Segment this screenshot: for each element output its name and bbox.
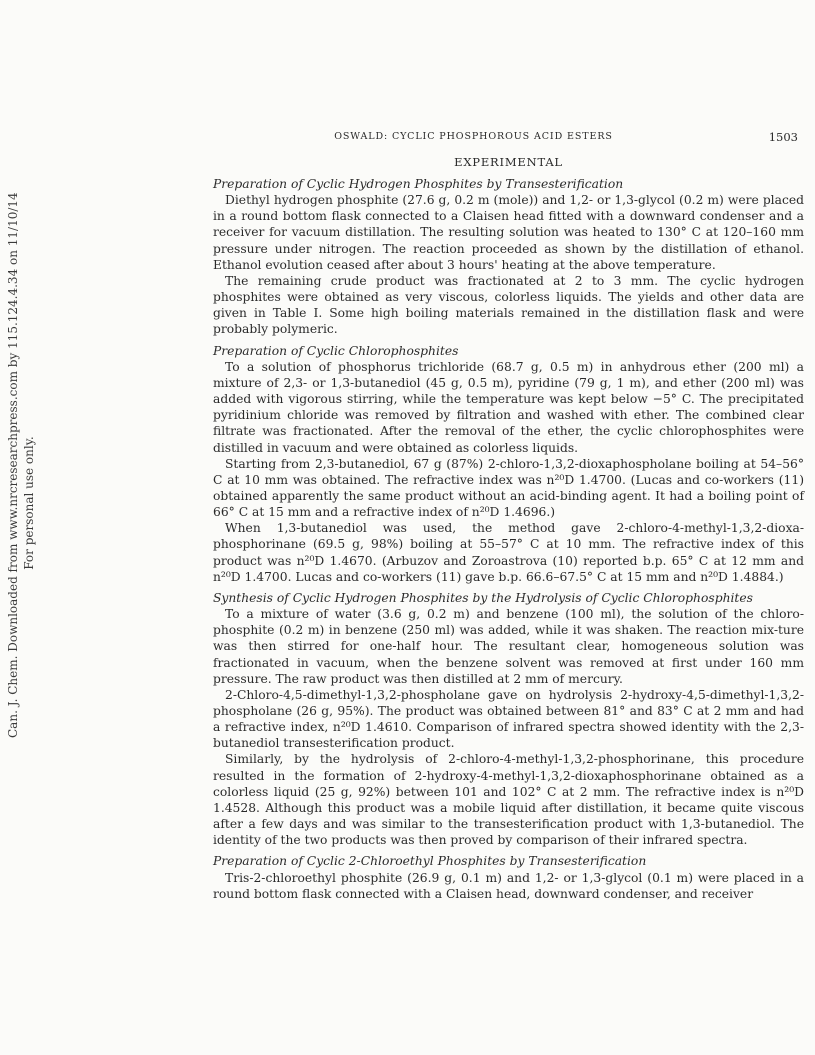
paragraph: Tris-2-chloroethyl phosphite (26.9 g, 0.1 m) and 1,2- or 1,3-glycol (0.1 m) were placed in a round bottom flask connected with a Claisen head, downward condenser, and receiver [213,870,804,901]
paragraph: Similarly, by the hydrolysis of 2-chloro-4-methyl-1,3,2-phosphorinane, this procedure resulted in the formation of 2-hydroxy-4-methyl-1,3,2-dioxaphosphorinane obtained as a colorless liquid (25 g, 92%) between 101 and 102° C at 2 mm. The refractive index is n²⁰D 1.4528. Although this product was a mobile liquid after distillation, it became quite viscous after a few days and was similar to the transesterification product with 1,3-butanediol. The identity of the two products was then proved by comparison of their infrared spectra. [213,752,804,848]
paragraph: To a mixture of water (3.6 g, 0.2 m) and benzene (100 ml), the solution of the chloro-phosphite (0.2 m) in benzene (250 ml) was added, while it was shaken. The reaction mix-ture was then stirred for one-half hour. The resultant clear, homogeneous solution was fractionated in vacuum, when the benzene solvent was removed at first under 160 mm pressure. The raw product was then distilled at 2 mm of mercury. [213,607,804,686]
paragraph: To a solution of phosphorus trichloride (68.7 g, 0.5 m) in anhydrous ether (200 ml) a mixture of 2,3- or 1,3-butanediol (45 g, 0.5 m), pyridine (79 g, 1 m), and ether (200 ml) was added with vigorous stirring, while the temperature was kept below −5° C. The precipitated pyridinium chloride was removed by filtration and washed with ether. The combined clear filtrate was fractionated. After the removal of the ether, the cyclic chlorophosphites were distilled in vacuum and were obtained as colorless liquids. [213,359,804,455]
paragraph: When 1,3-butanediol was used, the method gave 2-chloro-4-methyl-1,3,2-dioxa-phosphorinane (69.5 g, 98%) boiling at 55–57° C at 10 mm. The refractive index of this product was n²⁰D 1.4670. (Arbuzov and Zoroastrova (10) reported b.p. 65° C at 12 mm and n²⁰D 1.4700. Lucas and co-workers (11) gave b.p. 66.6–67.5° C at 15 mm and n²⁰D 1.4884.) [213,521,804,584]
paragraph: The remaining crude product was fractionated at 2 to 3 mm. The cyclic hydrogen phosphites were obtained as very viscous, colorless liquids. The yields and other data are given in Table I. Some high boiling materials remained in the distillation flask and were probably polymeric. [213,273,804,337]
running-head [213,131,804,147]
article-body [213,176,804,902]
running-head-title: OSWALD: CYCLIC PHOSPHOROUS ACID ESTERS [334,131,613,142]
subsection-heading: Preparation of Cyclic 2-Chloroethyl Phosphites by Transesterification [213,854,647,869]
paragraph: Starting from 2,3-butanediol, 67 g (87%) 2-chloro-1,3,2-dioxaphospholane boiling at 54–56° C at 10 mm was obtained. The refractive index was n²⁰D 1.4700. (Lucas and co-workers (11) obtained apparently the same product without an acid-binding agent. It had a boiling point of 66° C at 15 mm and a refractive index of n²⁰D 1.4696.) [213,456,804,520]
subsection-heading: Synthesis of Cyclic Hydrogen Phosphites by the Hydrolysis of Cyclic Chlorophosphites [213,590,753,605]
paragraph: Diethyl hydrogen phosphite (27.6 g, 0.2 m (mole)) and 1,2- or 1,3-glycol (0.2 m) were placed in a round bottom flask connected to a Claisen head fitted with a downward condenser and a receiver for vacuum distillation. The resulting solution was heated to 130° C at 120–160 mm pressure under nitrogen. The reaction proceeded as shown by the distillation of ethanol. Ethanol evolution ceased after about 3 hours' heating at the above temperature. [213,193,804,272]
subsection-heading: Preparation of Cyclic Hydrogen Phosphites by Transesterification [213,177,624,191]
section-heading: EXPERIMENTAL [454,155,563,169]
watermark-line: Can. J. Chem. Downloaded from www.nrcresearchpress.com by 115.124.4.34 on 11/10/14 [6,192,20,738]
watermark-line: For personal use only. [22,436,36,570]
subsection-heading: Preparation of Cyclic Chlorophosphites [213,343,459,358]
paragraph: 2-Chloro-4,5-dimethyl-1,3,2-phospholane gave on hydrolysis 2-hydroxy-4,5-dimethyl-1,3,2-phospholane (26 g, 95%). The product was obtained between 81° and 83° C at 2 mm and had a refractive index, n²⁰D 1.4610. Comparison of infrared spectra showed identity with the 2,3-butanediol transesterification product. [213,687,804,751]
download-watermark [5,192,37,738]
page-number: 1503 [768,130,798,144]
